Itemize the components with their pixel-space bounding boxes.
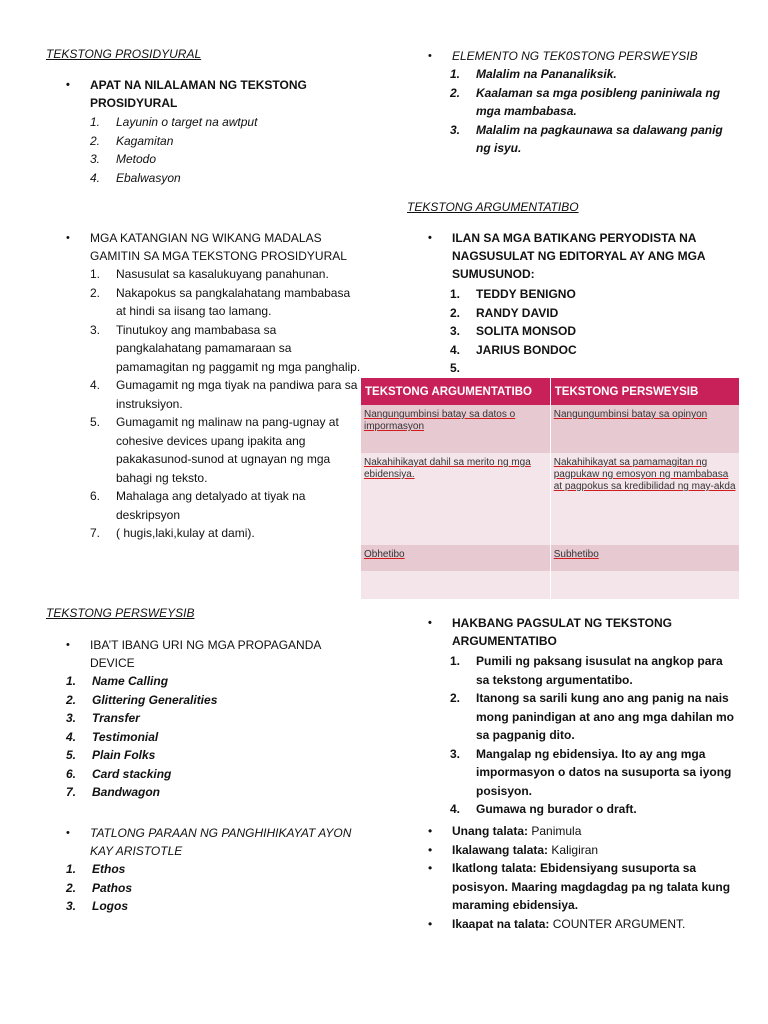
bullet-dot: • xyxy=(428,617,432,629)
bullet-elemento: • ELEMENTO NG TEK0STONG PERSWEYSIB xyxy=(428,49,698,63)
list-item: 3. SOLITA MONSOD xyxy=(450,324,576,338)
bullet-apat-na-nilalaman: • APAT NA NILALAMAN NG TEKSTONG PROSIDYURAL xyxy=(66,78,307,110)
list-katangian xyxy=(90,265,362,543)
bullet-dot: • xyxy=(66,79,70,91)
list-aristotle xyxy=(66,860,346,916)
table-cell xyxy=(550,571,739,599)
bullet-aristotle: • TATLONG PARAAN NG PANGHIHIKAYAT AYON KAY ARISTOTLE xyxy=(66,826,352,858)
table-header: TEKSTONG ARGUMENTATIBO xyxy=(361,378,550,405)
list-item: 7. Bandwagon xyxy=(66,785,160,799)
bullet-dot: • xyxy=(428,50,432,62)
table-cell: Subhetibo xyxy=(550,545,739,571)
bullet-propaganda-device: • IBA’T IBANG URI NG MGA PROPAGANDA DEVICE xyxy=(66,638,321,670)
table-cell: Obhetibo xyxy=(361,545,550,571)
list-item: 4. Testimonial xyxy=(66,729,159,744)
list-item: 1. Ethos xyxy=(66,862,126,876)
talata-item: • Unang talata: Panimula xyxy=(428,822,738,841)
bullet-peryodista: • ILAN SA MGA BATIKANG PERYODISTA NA NAGSUSULAT NG EDITORYAL AY ANG MGA SUMUSUNOD: xyxy=(428,231,706,281)
talata-list xyxy=(428,822,738,933)
list-peryodista: 1. TEDDY BENIGNO 2. RANDY DAVID 3. SOLITA MONSOD 4. JARIUS BONDOC 5. xyxy=(450,285,735,359)
bullet-mga-katangian: • MGA KATANGIAN NG WIKANG MADALAS GAMITIN SA MGA TEKSTONG PROSIDYURAL xyxy=(66,231,347,263)
list-item: 2. Itanong sa sarili kung ano ang panig na nais mong panindigan at ano ang mga dahilan mo sa pagpanig dito. xyxy=(450,691,735,742)
table-header: TEKSTONG PERSWEYSIB xyxy=(550,378,739,405)
bullet-dot: • xyxy=(66,232,70,244)
list-item: 2. Kagamitan xyxy=(90,133,174,148)
list-item: 3. Transfer xyxy=(66,711,140,725)
list-item: 2. Nakapokus sa pangkalahatang mambabasa at hindi sa iisang tao lamang. xyxy=(90,285,351,318)
list-item: 4. JARIUS BONDOC xyxy=(450,342,577,357)
talata-item: • Ikalawang talata: Kaligiran xyxy=(428,841,738,860)
table-cell xyxy=(361,571,550,599)
list-item: 2. Pathos xyxy=(66,880,133,895)
table-header-row xyxy=(361,378,740,405)
list-item: 4. Gumagamit ng mga tiyak na pandiwa para sa instruksiyon. xyxy=(90,378,358,411)
list-propaganda xyxy=(66,672,346,802)
list-item: 5. Gumagamit ng malinaw na pang-ugnay at cohesive devices upang ipakita ang pakakasunod-sunod at ugnayan ng mga bahagi ng teksto. xyxy=(90,415,339,485)
list-item: 3. Tinutukoy ang mambabasa sa pangkalahatang pamamaraan sa pamamagitan ng paggamit ng mga panghalip. xyxy=(90,322,361,374)
list-item: 1. Pumili ng paksang isusulat na angkop para sa tekstong argumentatibo. xyxy=(450,654,723,687)
bullet-dot: • xyxy=(428,842,433,857)
table-row xyxy=(361,571,740,599)
bullet-dot: • xyxy=(428,824,433,838)
bullet-dot: • xyxy=(428,232,432,244)
list-item: 3. Metodo xyxy=(90,152,157,166)
section-title-prosidyural: TEKSTONG PROSIDYURAL xyxy=(46,47,202,61)
list-item: 1. Name Calling xyxy=(66,674,169,688)
talata-item: • Ikatlong talata: Ebidensiyang susuporta sa posisyon. Maaring magdagdag pa ng talata kung maraming ebidensiya. xyxy=(428,861,731,912)
list-item: 1. TEDDY BENIGNO xyxy=(450,287,576,301)
section-title-persweysib: TEKSTONG PERSWEYSIB xyxy=(46,606,195,620)
table-row xyxy=(361,453,740,545)
table-cell: Nangungumbinsi batay sa datos o impormasyon xyxy=(361,405,550,453)
list-item: 2. RANDY DAVID xyxy=(450,305,559,320)
list-item: 4. Ebalwasyon xyxy=(90,170,181,185)
list-item: 3. Logos xyxy=(66,899,128,913)
list-item: 2. Glittering Generalities xyxy=(66,692,218,707)
list-item: 2. Kaalaman sa mga posibleng paniniwala ng mga mambabasa. xyxy=(450,85,721,118)
list-item: 4. Gumawa ng burador o draft. xyxy=(450,802,637,816)
bullet-dot: • xyxy=(66,827,70,839)
list-item: 1. Malalim na Pananaliksik. xyxy=(450,67,617,81)
list-elemento xyxy=(450,65,735,158)
table-cell: Nangungumbinsi batay sa opinyon xyxy=(550,405,739,453)
list-nilalaman xyxy=(90,113,360,187)
list-item: 5. Plain Folks xyxy=(66,748,156,762)
table-row xyxy=(361,545,740,571)
table-cell: Nakahihikayat sa pamamagitan ng pagpukaw ng emosyon ng mambabasa at pagpokus sa kredibilidad ng may-akda xyxy=(550,453,739,545)
list-item: 3. Malalim na pagkaunawa sa dalawang panig ng isyu. xyxy=(450,122,723,155)
list-item: 6. Card stacking xyxy=(66,766,172,781)
list-item: 1. Nasusulat sa kasalukuyang panahunan. xyxy=(90,267,329,281)
bullet-dot: • xyxy=(66,639,70,651)
section-title-argumentatibo: TEKSTONG ARGUMENTATIBO xyxy=(407,200,579,214)
table-cell: Nakahihikayat dahil sa merito ng mga ebidensiya. xyxy=(361,453,550,545)
bullet-hakbang: • HAKBANG PAGSULAT NG TEKSTONG ARGUMENTATIBO xyxy=(428,616,673,648)
list-item: 1. Layunin o target na awtput xyxy=(90,115,258,129)
bullet-dot: • xyxy=(428,861,433,875)
table-row xyxy=(361,405,740,453)
list-item: 3. Mangalap ng ebidensiya. Ito ay ang mga impormasyon o datos na susuporta sa iyong posisyon. xyxy=(450,746,732,798)
list-item: 6. Mahalaga ang detalyado at tiyak na deskripsyon xyxy=(90,489,306,522)
comparison-table xyxy=(361,378,740,599)
list-hakbang xyxy=(450,652,735,819)
bullet-dot: • xyxy=(428,916,433,931)
list-item: 7. ( hugis,laki,kulay at dami). xyxy=(90,526,255,540)
talata-item: • Ikaapat na talata: COUNTER ARGUMENT. xyxy=(428,915,738,934)
